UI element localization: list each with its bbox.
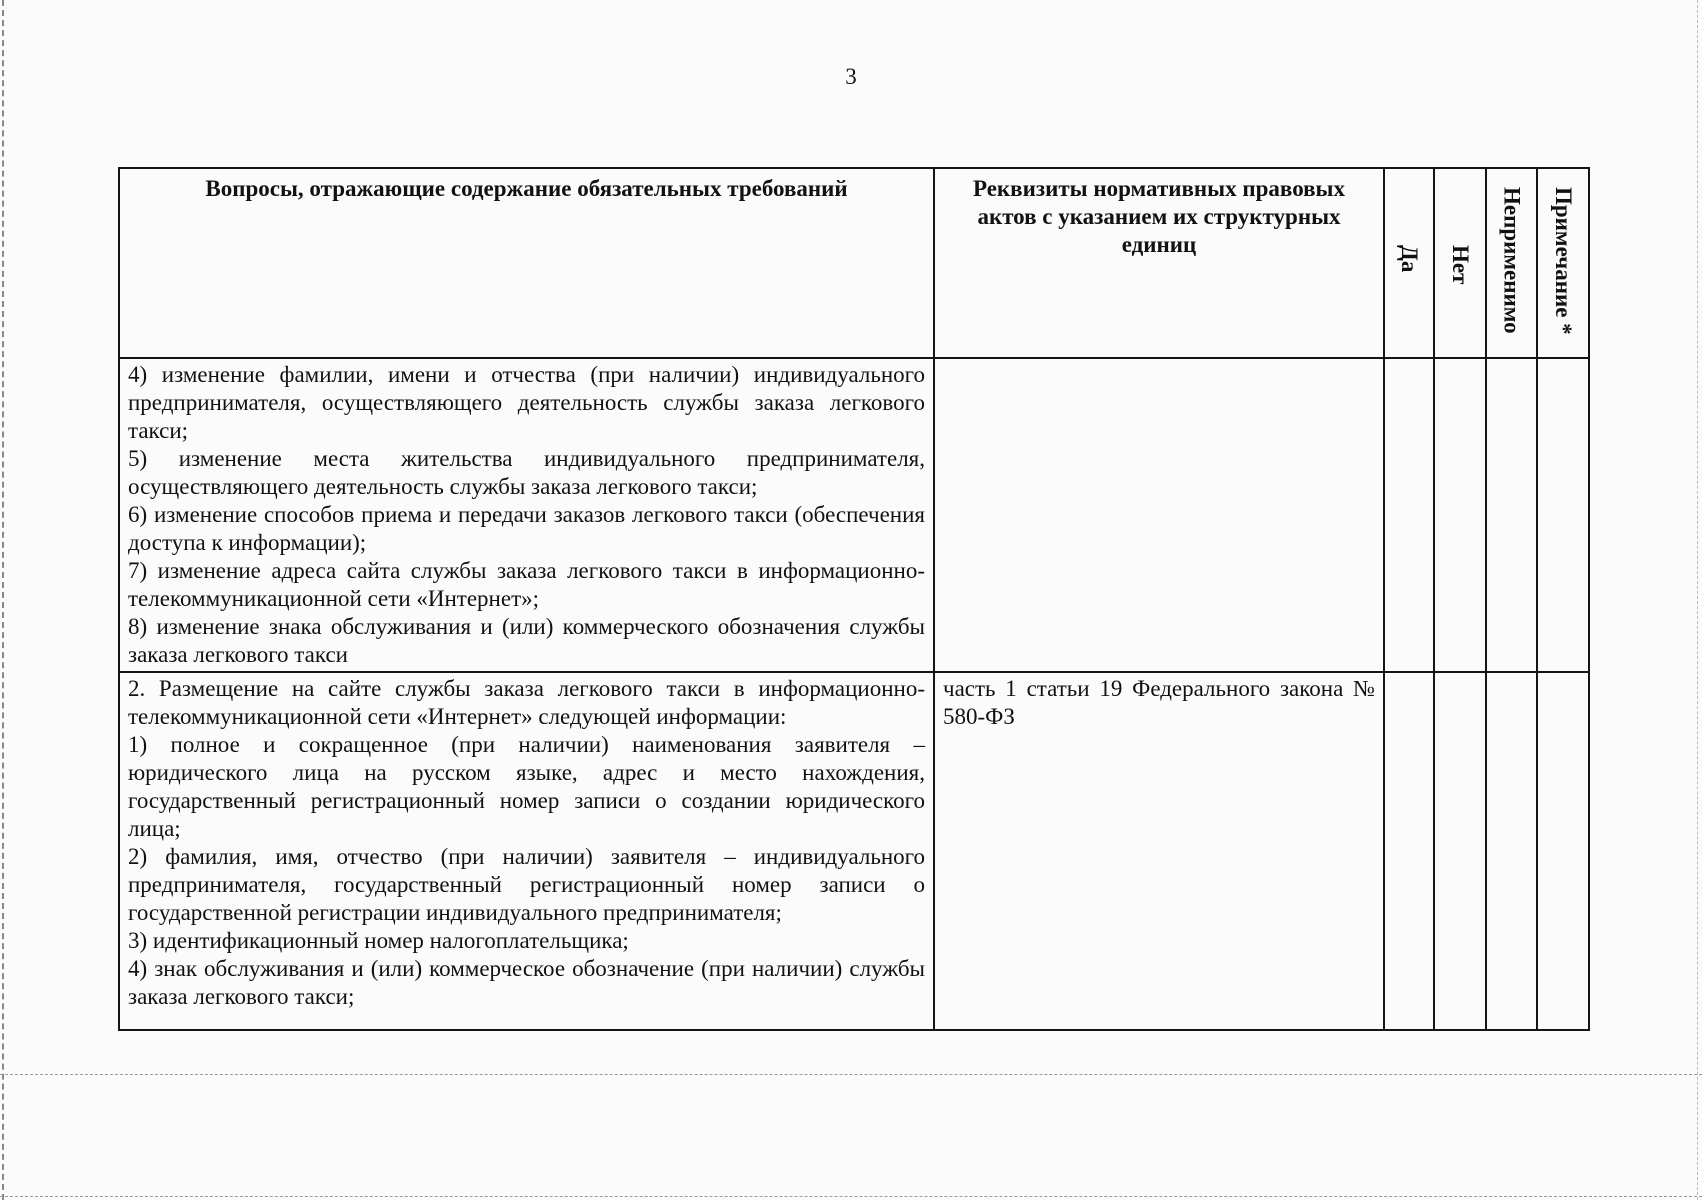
table-header-row	[119, 168, 1589, 358]
requirements-table	[118, 167, 1590, 1031]
question-line: 6) изменение способов приема и передачи заказов легкового такси (обеспечения доступа к информации);	[128, 502, 925, 555]
question-line: 2) фамилия, имя, отчество (при наличии) заявителя – индивидуального предпринимателя, государственный регистрационный номер записи о государственной регистрации индивидуального предпринимателя;	[128, 844, 925, 925]
header-note: Примечание *	[1551, 187, 1576, 335]
question-cell	[119, 672, 934, 1030]
header-not-applicable-cell	[1486, 168, 1537, 358]
header-no: Нет	[1448, 245, 1473, 285]
question-line: 5) изменение места жительства индивидуального предпринимателя, осуществляющего деятельность службы заказа легкового такси;	[128, 446, 925, 499]
question-line: 1) полное и сокращенное (при наличии) наименования заявителя – юридического лица на русском языке, адрес и место нахождения, государственный регистрационный номер записи о создании юридического лица;	[128, 732, 925, 841]
no-cell	[1434, 672, 1486, 1030]
header-yes: Да	[1397, 245, 1422, 273]
header-no-cell	[1434, 168, 1486, 358]
header-yes-cell	[1384, 168, 1434, 358]
scan-artifact-line	[0, 1196, 1702, 1197]
table-row	[119, 358, 1589, 672]
scan-edge-left	[2, 0, 4, 1200]
not-applicable-cell	[1486, 672, 1537, 1030]
requisites-text: часть 1 статьи 19 Федерального закона № 580-ФЗ	[943, 676, 1375, 729]
yes-cell	[1384, 672, 1434, 1030]
header-requisites: Реквизиты нормативных правовых актов с указанием их структурных единиц	[934, 168, 1384, 358]
table-row	[119, 672, 1589, 1030]
not-applicable-cell	[1486, 358, 1537, 672]
note-cell	[1537, 672, 1589, 1030]
note-cell	[1537, 358, 1589, 672]
question-line: 8) изменение знака обслуживания и (или) коммерческого обозначения службы заказа легкового такси	[128, 614, 925, 667]
question-cell	[119, 358, 934, 672]
header-note-cell	[1537, 168, 1589, 358]
page-number: 3	[845, 64, 857, 89]
scan-edge-right	[1697, 0, 1698, 1200]
question-line: 2. Размещение на сайте службы заказа легкового такси в информационно-телекоммуникационной сети «Интернет» следующей информации:	[128, 676, 925, 729]
yes-cell	[1384, 358, 1434, 672]
scan-artifact-line	[0, 1074, 1702, 1075]
requisites-cell	[934, 672, 1384, 1030]
question-line: 3) идентификационный номер налогоплательщика;	[128, 928, 629, 953]
no-cell	[1434, 358, 1486, 672]
header-questions: Вопросы, отражающие содержание обязательных требований	[119, 168, 934, 358]
requisites-cell	[934, 358, 1384, 672]
question-line: 7) изменение адреса сайта службы заказа легкового такси в информационно-телекоммуникационной сети «Интернет»;	[128, 558, 925, 611]
header-not-applicable: Неприменимо	[1499, 187, 1525, 334]
question-line: 4) знак обслуживания и (или) коммерческое обозначение (при наличии) службы заказа легкового такси;	[128, 956, 925, 1009]
question-line: 4) изменение фамилии, имени и отчества (при наличии) индивидуального предпринимателя, осуществляющего деятельность службы заказа легкового такси;	[128, 362, 925, 443]
